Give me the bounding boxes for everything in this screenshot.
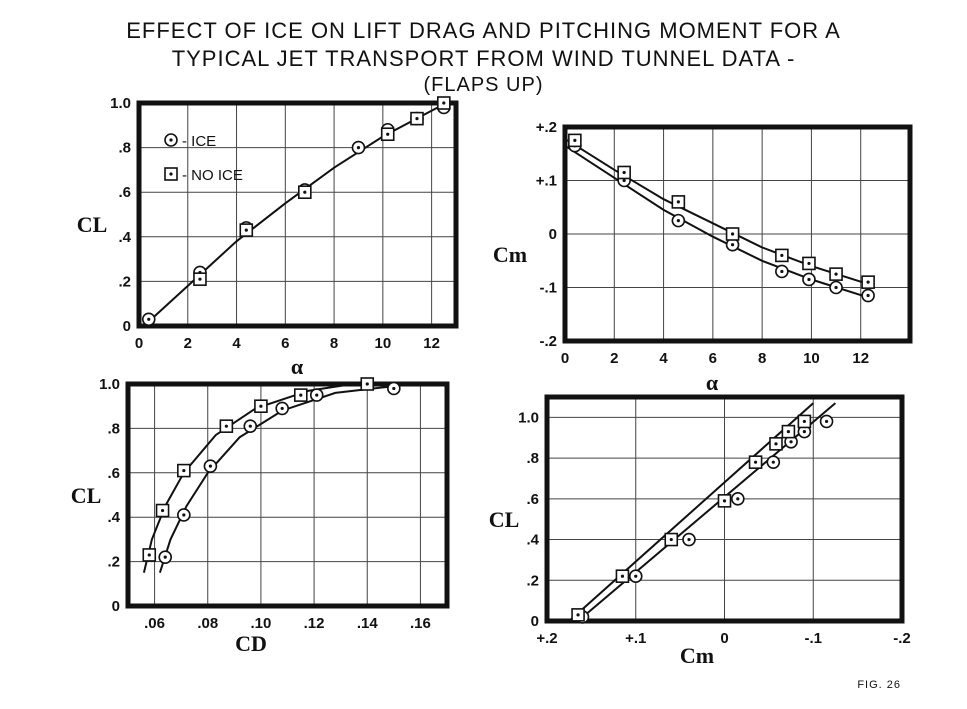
marker-dot — [198, 278, 201, 281]
x-axis-label: Cm — [679, 643, 715, 668]
marker-dot — [772, 461, 775, 464]
fit-curve — [578, 403, 835, 621]
x-tick-label: -.1 — [804, 630, 823, 647]
plot-frame — [128, 384, 447, 606]
x-tick-label: .16 — [409, 615, 431, 632]
marker-dot — [687, 538, 690, 541]
fit-curve — [565, 139, 871, 285]
marker-dot — [249, 425, 252, 428]
marker-dot — [299, 394, 302, 397]
y-tick-label: .2 — [526, 572, 539, 590]
x-tick-label: .10 — [250, 615, 272, 632]
marker-dot — [780, 270, 783, 273]
marker-dot — [677, 200, 680, 203]
x-tick-label: 2 — [610, 350, 619, 367]
x-axis-label: α — [290, 354, 304, 379]
fit-curve — [160, 386, 394, 573]
marker-dot — [442, 101, 445, 104]
fit-curve — [569, 403, 813, 621]
marker-dot — [754, 461, 757, 464]
y-tick-label: .8 — [107, 420, 120, 438]
x-axis-label: α — [705, 370, 719, 395]
marker-dot — [736, 497, 739, 500]
marker-dot — [774, 442, 777, 445]
chart-title-line-2: TYPICAL JET TRANSPORT FROM WIND TUNNEL DATA - — [171, 46, 796, 71]
y-axis-label: CL — [76, 212, 108, 237]
chart-cm_alpha — [493, 119, 910, 395]
y-tick-label: +.2 — [535, 119, 557, 136]
marker-dot — [169, 138, 172, 141]
y-tick-label: .4 — [526, 531, 539, 549]
marker-dot — [634, 575, 637, 578]
x-tick-label: -.2 — [893, 630, 911, 647]
y-tick-label: 0 — [122, 318, 131, 335]
x-tick-label: 6 — [708, 350, 718, 367]
marker-dot — [623, 171, 626, 174]
y-tick-label: .4 — [107, 509, 120, 527]
x-tick-label: 12 — [423, 335, 440, 352]
y-tick-label: 1.0 — [518, 409, 539, 427]
y-tick-label: +.1 — [535, 172, 557, 190]
marker-dot — [807, 278, 810, 281]
x-tick-label: 8 — [329, 335, 339, 352]
marker-dot — [366, 382, 369, 385]
chart-title-line-3: (FLAPS UP) — [423, 74, 544, 96]
marker-dot — [723, 499, 726, 502]
y-tick-label: .8 — [526, 450, 539, 468]
marker-dot — [357, 146, 360, 149]
x-tick-label: 0 — [560, 350, 570, 367]
chart-cl_cd — [71, 376, 447, 656]
marker-dot — [209, 465, 212, 468]
marker-dot — [731, 232, 734, 235]
x-tick-label: 12 — [852, 350, 870, 367]
marker-dot — [315, 394, 318, 397]
marker-dot — [245, 229, 248, 232]
chart-title-line-1: EFFECT OF ICE ON LIFT DRAG AND PITCHING MOMENT FOR A — [126, 18, 841, 43]
legend-label: - ICE — [182, 133, 217, 150]
marker-dot — [576, 613, 579, 616]
y-tick-label: .8 — [118, 139, 131, 157]
y-tick-label: .2 — [118, 273, 131, 291]
marker-dot — [573, 139, 576, 142]
x-tick-label: 4 — [659, 350, 668, 367]
marker-dot — [834, 286, 837, 289]
marker-dot — [731, 243, 734, 246]
x-tick-label: +.2 — [536, 630, 558, 647]
y-tick-label: 0 — [548, 226, 557, 243]
marker-dot — [834, 273, 837, 276]
chart-cl_cm — [489, 397, 911, 668]
marker-dot — [259, 405, 262, 408]
x-axis-label: CD — [235, 631, 267, 656]
figure-label: FIG. 26 — [857, 679, 901, 691]
y-axis-label: CL — [70, 483, 102, 508]
x-tick-label: 0 — [720, 630, 729, 647]
y-tick-label: .2 — [107, 553, 120, 571]
y-tick-label: 1.0 — [110, 95, 131, 112]
marker-dot — [169, 172, 172, 175]
x-tick-label: .06 — [144, 615, 166, 632]
marker-dot — [182, 513, 185, 516]
marker-dot — [281, 407, 284, 410]
marker-dot — [807, 262, 810, 265]
marker-dot — [386, 133, 389, 136]
y-tick-label: .6 — [107, 464, 120, 482]
y-tick-label: .6 — [118, 184, 131, 202]
x-tick-label: .08 — [197, 615, 219, 632]
y-tick-label: .4 — [118, 228, 131, 246]
marker-dot — [803, 420, 806, 423]
y-tick-label: -.1 — [539, 279, 557, 297]
marker-dot — [825, 420, 828, 423]
x-tick-label: 10 — [374, 335, 392, 352]
marker-dot — [623, 179, 626, 182]
marker-dot — [182, 469, 185, 472]
marker-dot — [670, 538, 673, 541]
x-tick-label: +.1 — [625, 630, 647, 647]
marker-dot — [147, 318, 150, 321]
y-tick-label: -.2 — [539, 333, 557, 350]
marker-dot — [780, 254, 783, 257]
x-tick-label: 2 — [183, 335, 192, 352]
marker-dot — [677, 219, 680, 222]
marker-dot — [148, 553, 151, 556]
marker-dot — [164, 556, 167, 559]
x-tick-label: 8 — [757, 350, 767, 367]
y-tick-label: 0 — [111, 598, 120, 615]
legend-label: - NO ICE — [182, 167, 243, 184]
marker-dot — [161, 509, 164, 512]
x-tick-label: 0 — [134, 335, 144, 352]
marker-dot — [415, 117, 418, 120]
marker-dot — [225, 425, 228, 428]
y-tick-label: 1.0 — [99, 376, 120, 393]
chart-cl_alpha — [77, 95, 456, 379]
marker-dot — [867, 294, 870, 297]
marker-dot — [392, 387, 395, 390]
marker-dot — [789, 440, 792, 443]
marker-dot — [867, 281, 870, 284]
y-axis-label: Cm — [492, 242, 528, 267]
x-tick-label: 6 — [281, 335, 290, 352]
x-tick-label: .12 — [303, 615, 325, 632]
marker-dot — [787, 430, 790, 433]
marker-dot — [803, 430, 806, 433]
x-tick-label: .14 — [356, 615, 378, 632]
marker-dot — [621, 575, 624, 578]
y-axis-label: CL — [488, 507, 520, 532]
y-tick-label: .6 — [526, 490, 539, 508]
x-tick-label: 10 — [803, 350, 820, 367]
x-tick-label: 4 — [232, 335, 241, 352]
y-tick-label: 0 — [530, 613, 539, 630]
marker-dot — [303, 191, 306, 194]
